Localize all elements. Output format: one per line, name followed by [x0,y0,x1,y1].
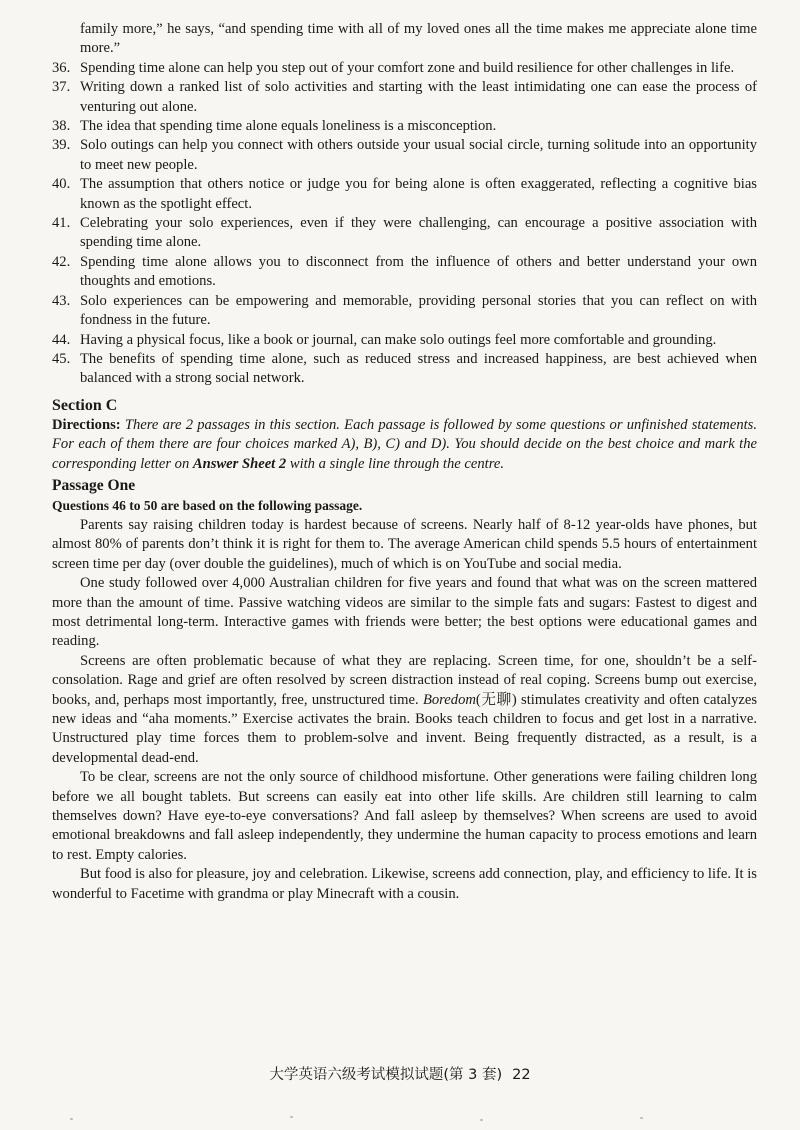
statement-text: Spending time alone can help you step out of your comfort zone and build resilience for other challenges in life. [80,59,735,76]
directions-label: Directions: [52,416,121,433]
statement-text: Celebrating your solo experiences, even if they were challenging, can encourage a positive association with spending time alone. [80,215,757,251]
passage-paragraph-4: To be clear, screens are not the only source of childhood misfortune. Other generations were failing children long before we all bought tablets. But screens can easily eat into other life skills. Are children still learning to calm themselves down? Have eye-to-eye conversations? And fall asleep by themselves? When screens are used to avoid emotional breakdowns and fall asleep independently, they undermine the human capacity to process emotions and learn to rest. Empty calories. [52,769,757,863]
statement-item-41 [52,214,757,253]
statement-item-39 [52,136,757,175]
statement-list [52,59,757,389]
scan-speck [70,1118,73,1120]
statement-item-43 [52,292,757,331]
quote-continuation: family more,” he says, “and spending time with all of my loved ones all the time makes me appreciate alone time more.” [80,21,757,57]
passage-paragraph-1: Parents say raising children today is hardest because of screens. Nearly half of 8-12 year-olds have phones, but almost 80% of parents don’t think it is right for them to. The average American child spends 5.5 hours of entertainment screen time per day (over double the guidelines), much of which is on YouTube and social media. [52,516,757,572]
statement-number: 42. [52,253,71,270]
italic-term: Boredom [422,691,476,708]
statement-number: 36. [52,59,71,76]
answer-sheet-ref: Answer Sheet 2 [192,455,287,472]
page-number: 22 [512,1067,531,1083]
chinese-gloss: (无聊) [475,691,517,708]
exam-title: 大学英语六级考试模拟试题(第 3 套) [269,1067,503,1083]
scan-speck [640,1117,643,1119]
statement-item-37 [52,78,757,117]
statement-text: Having a physical focus, like a book or journal, can make solo outings feel more comfortable and grounding. [80,331,717,348]
paragraph-text: Screens are often problematic because of what they are replacing. Screen time, for one, shouldn’t be a self-consolation. Rage and grief are often resolved by screen distraction instead of real coping. Screens bump out exercise, books, and, perhaps most importantly, free, unstructured time. [52,652,757,708]
statement-item-36 [52,59,757,78]
questions-note: Questions 46 to 50 are based on the following passage. [52,497,363,513]
page-footer [0,1063,800,1084]
statement-text: The idea that spending time alone equals loneliness is a misconception. [80,118,497,135]
statement-number: 40. [52,176,71,193]
statement-text: Solo outings can help you connect with others outside your usual social circle, turning solitude into an opportunity to meet new people. [80,137,757,173]
statement-number: 44. [52,331,71,348]
statement-item-45 [52,350,757,389]
directions [52,416,757,474]
statement-number: 41. [52,215,71,232]
directions-text: There are 2 passages in this section. Each passage is followed by some questions or unfinished statements. For each of them there are four choices marked A), B), C) and D). You should decide on the best choice and mark the corresponding letter on [52,416,757,472]
statement-number: 37. [52,79,71,96]
statement-number: 39. [52,137,71,154]
statement-text: Writing down a ranked list of solo activities and starting with the least intimidating one can ease the process of venturing out alone. [80,79,757,115]
scan-speck [290,1116,293,1118]
statement-item-42 [52,253,757,292]
statement-item-40 [52,175,757,214]
statement-number: 43. [52,292,71,309]
directions-text-end: with a single line through the centre. [286,455,504,472]
passage-paragraph-5: But food is also for pleasure, joy and celebration. Likewise, screens add connection, play, and efficiency to life. It is wonderful to Facetime with grandma or play Minecraft with a cousin. [52,866,757,902]
page-content [52,20,757,904]
statement-item-38 [52,117,757,136]
statement-text: Solo experiences can be empowering and memorable, providing personal stories that you can reflect on with fondness in the future. [80,292,757,329]
statement-text: The benefits of spending time alone, such as reduced stress and increased happiness, are best achieved when balanced with a strong social network. [80,350,757,387]
statement-item-44 [52,331,757,350]
statement-number: 45. [52,350,71,367]
statement-text: Spending time alone allows you to disconnect from the influence of others and better understand your own thoughts and emotions. [80,253,757,290]
statement-number: 38. [52,118,71,135]
passage-paragraph-3 [52,652,757,768]
passage-paragraph-2: One study followed over 4,000 Australian children for five years and found that what was on the screen mattered more than the amount of time. Passive watching videos are similar to the simple fats and sugars: Fastest to digest and most detrimental long-term. Interactive games with friends were better; the best options were educational games and reading. [52,575,757,650]
scan-speck [480,1119,483,1121]
passage-title: Passage One [52,476,136,494]
statement-text: The assumption that others notice or judge you for being alone is often exaggerated, reflecting a cognitive bias known as the spotlight effect. [80,176,757,212]
section-title: Section C [52,396,118,414]
paragraph-text-end: stimulates creativity and often catalyzes new ideas and “aha moments.” Exercise activates the brain. Books teach children to focus and get lost in a narrative. Unstructured play time forces them to problem-solve and invent. Being frequently distracted, as a result, is a developmental dead-end. [52,691,757,766]
